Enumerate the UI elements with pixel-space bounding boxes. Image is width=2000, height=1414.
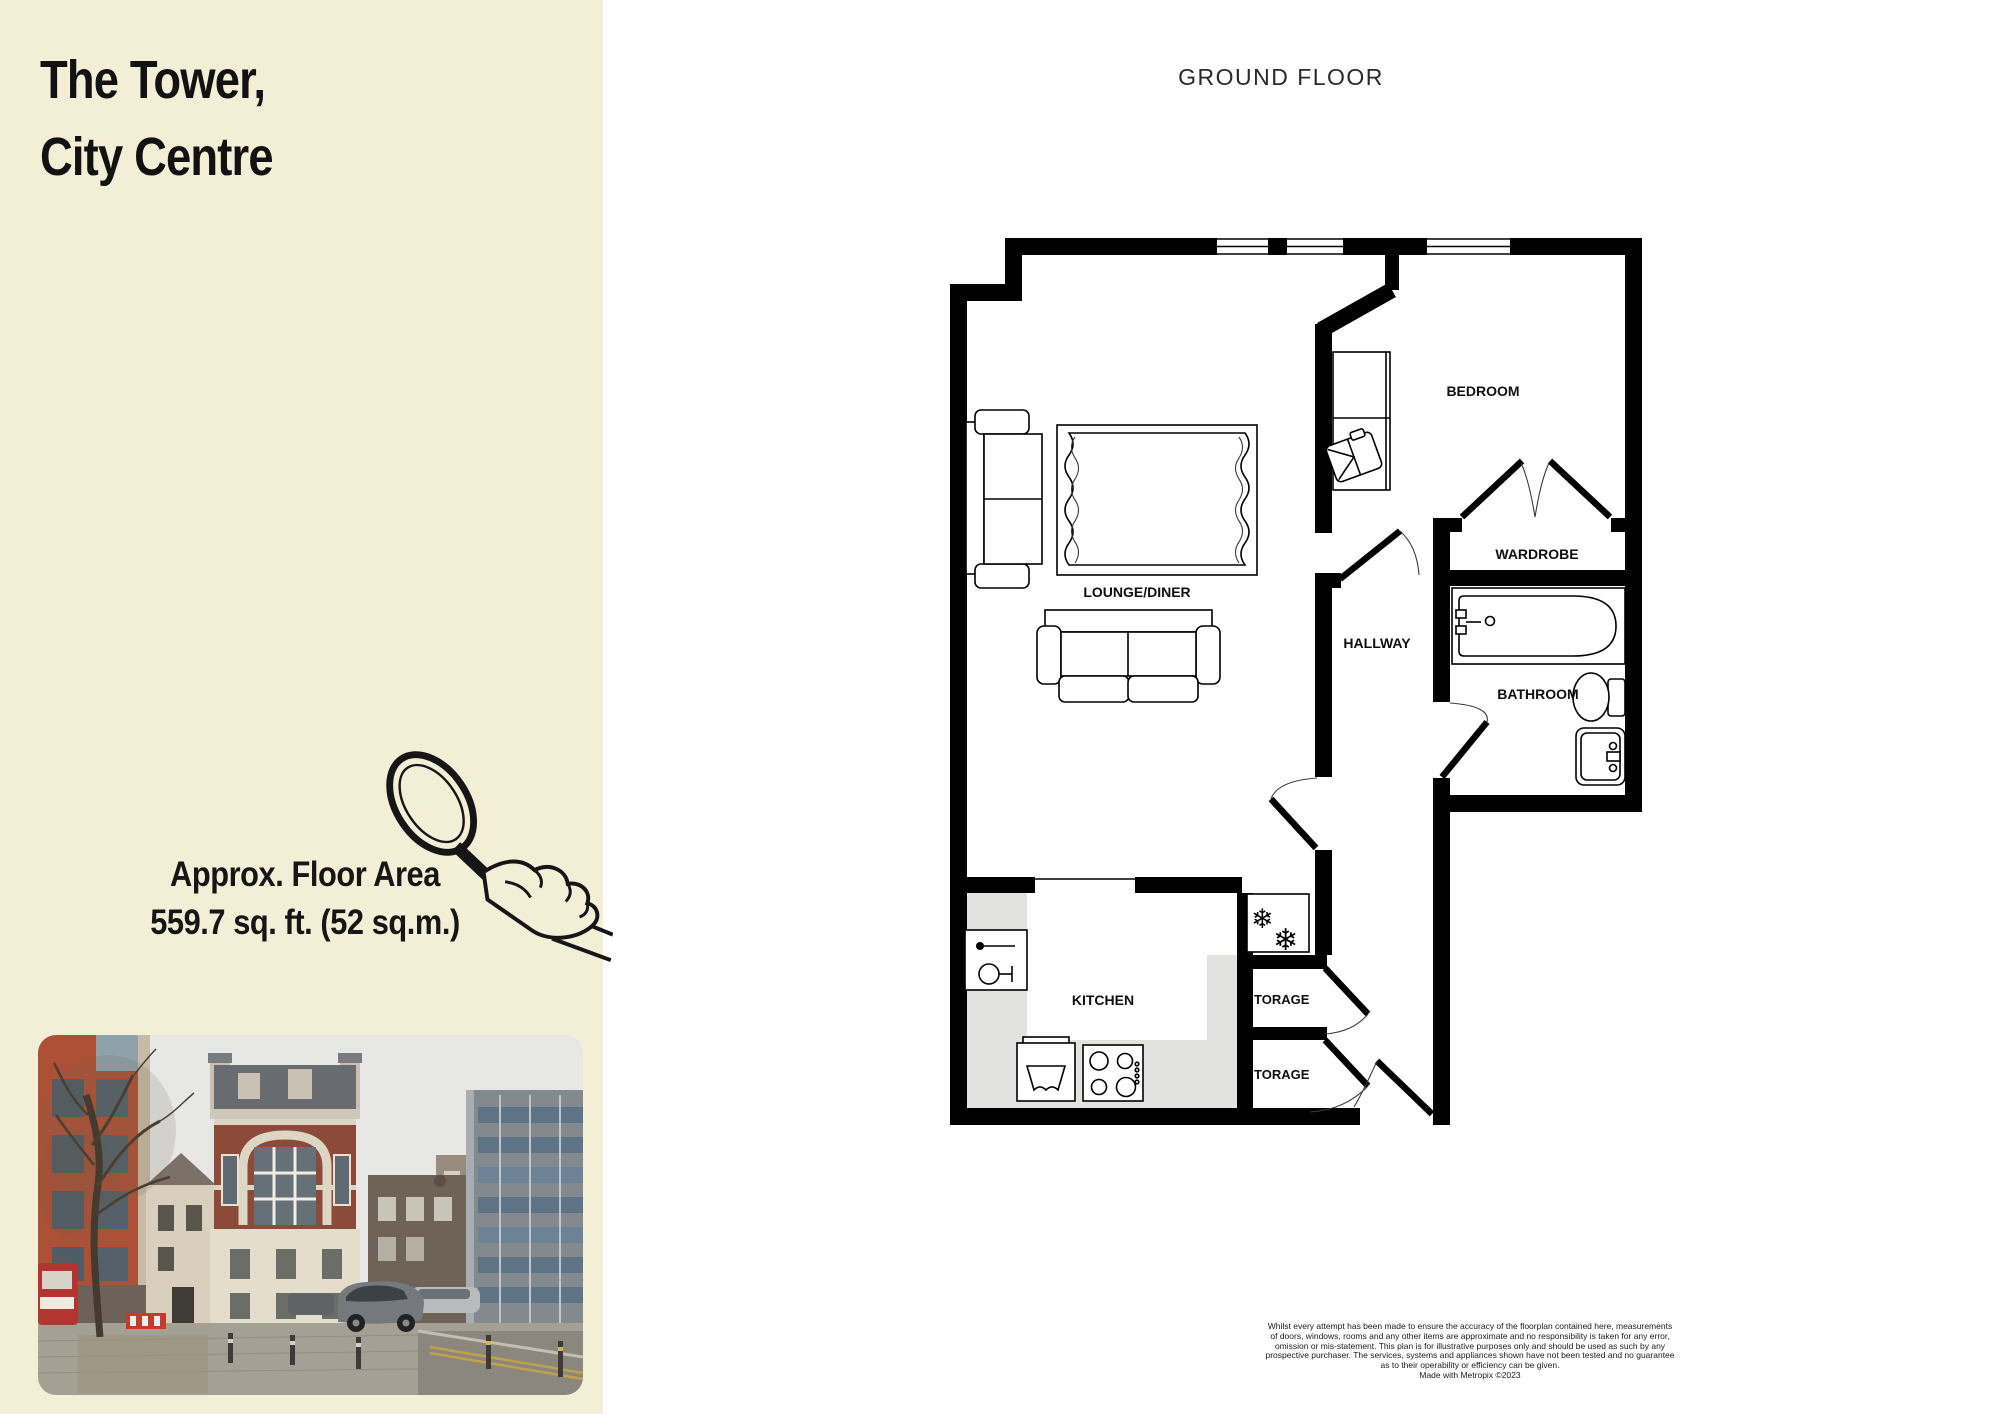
storage-top-door bbox=[1325, 968, 1368, 1034]
building-photo bbox=[38, 1035, 583, 1395]
label-storage-bottom: TORAGE bbox=[1254, 1067, 1310, 1082]
window-icon bbox=[1287, 238, 1343, 255]
window-icon bbox=[1427, 238, 1510, 255]
kitchen-sink-icon bbox=[965, 930, 1027, 990]
bathtub-icon bbox=[1452, 588, 1625, 664]
floorplan bbox=[945, 228, 1665, 1148]
label-bedroom: BEDROOM bbox=[1446, 383, 1520, 399]
fridge-icon bbox=[1247, 894, 1309, 958]
floor-area-value: 559.7 sq. ft. (52 sq.m.) bbox=[150, 903, 460, 942]
wardrobe-doors bbox=[1462, 461, 1610, 517]
disclaimer-line: Whilst every attempt has been made to ensure the accuracy of the floorplan contained here, measurements bbox=[1267, 1321, 1673, 1331]
property-title-line1: The Tower, bbox=[40, 50, 266, 110]
disclaimer-line: of doors, windows, rooms and any other items are approximate and no responsibility is taken for any error, bbox=[1270, 1330, 1670, 1341]
toilet-icon bbox=[1573, 673, 1625, 721]
sink-icon bbox=[1576, 728, 1625, 785]
sidebar bbox=[0, 0, 603, 1414]
property-title-line2: City Centre bbox=[40, 127, 273, 187]
property-title bbox=[40, 42, 317, 196]
bathroom-door bbox=[1442, 703, 1487, 777]
hob-icon bbox=[1083, 1045, 1143, 1101]
label-kitchen: KITCHEN bbox=[1071, 992, 1135, 1008]
disclaimer-line: as to their operability or efficiency can be given. bbox=[1380, 1360, 1560, 1371]
hand-illustration bbox=[484, 862, 598, 938]
label-wardrobe: WARDROBE bbox=[1495, 546, 1579, 562]
hallway-door bbox=[1271, 778, 1317, 848]
snowflake-icon: ❄ bbox=[1273, 923, 1299, 958]
magnifier-icon bbox=[358, 733, 613, 968]
label-lounge: LOUNGE/DINER bbox=[1083, 584, 1191, 600]
storage-bottom-door bbox=[1310, 1040, 1368, 1112]
building-photo-art bbox=[38, 1035, 583, 1395]
label-hallway: HALLWAY bbox=[1343, 635, 1411, 651]
floor-area-label: Approx. Floor Area bbox=[170, 855, 440, 894]
label-storage-top: TORAGE bbox=[1254, 992, 1310, 1007]
disclaimer-line: omission or mis-statement. This plan is for illustrative purposes only and should be used as such by any bbox=[1274, 1340, 1666, 1351]
ground bbox=[38, 1323, 583, 1395]
bedroom-door bbox=[1340, 531, 1419, 579]
disclaimer-credit: Made with Metropix ©2023 bbox=[1419, 1369, 1521, 1380]
snowflake-icon: ❄ bbox=[1251, 904, 1274, 935]
floor-title: GROUND FLOOR bbox=[1178, 64, 1384, 90]
disclaimer-line: prospective purchaser. The services, systems and appliances shown have not been tested and no guarantee bbox=[1265, 1350, 1675, 1361]
sofa-horizontal bbox=[1037, 610, 1220, 702]
window-icon bbox=[1217, 238, 1268, 255]
lounge-furniture bbox=[966, 410, 1257, 702]
disclaimer bbox=[1235, 1322, 1705, 1381]
label-bathroom: BATHROOM bbox=[1497, 686, 1579, 702]
rug bbox=[1057, 425, 1257, 575]
oven-icon bbox=[1017, 1037, 1075, 1101]
bedroom-furniture bbox=[1323, 352, 1390, 490]
sofa-vertical bbox=[966, 410, 1042, 588]
